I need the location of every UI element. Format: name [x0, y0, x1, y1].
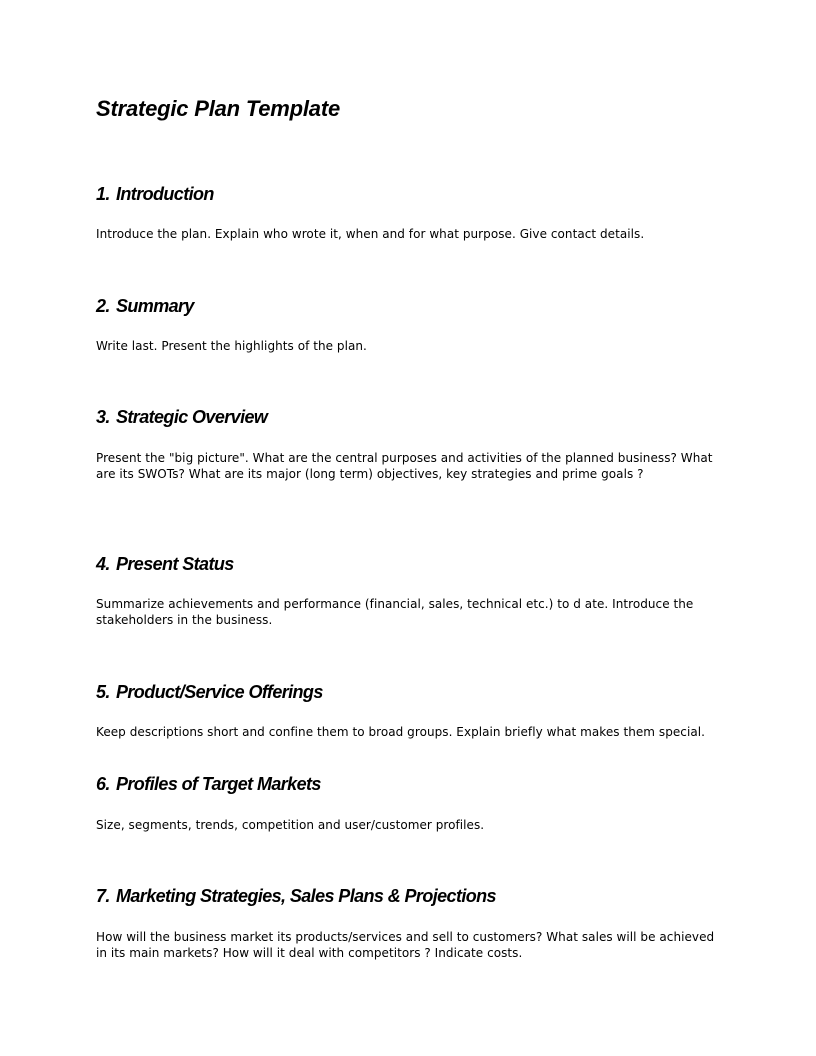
- section-heading-introduction: [96, 182, 214, 206]
- document-title: Strategic Plan Template: [96, 96, 340, 121]
- section-body-summary: Write last. Present the highlights of the plan.: [96, 339, 367, 353]
- section-heading-present-status: [96, 552, 234, 576]
- section-heading-strategic-overview: [96, 405, 267, 429]
- section-title: Introduction: [116, 184, 214, 204]
- section-heading-product-service-offerings: [96, 680, 323, 704]
- section-title: Summary: [116, 296, 194, 316]
- section-body-present-status: Summarize achievements and performance (financial, sales, technical etc.) to d ate. Introduce the stakeholders in the business.: [96, 597, 694, 627]
- section-number: 1.: [96, 184, 110, 204]
- section-body-target-markets: Size, segments, trends, competition and user/customer profiles.: [96, 818, 485, 832]
- section-body-marketing-strategies: How will the business market its products/services and sell to customers? What sales will be achieved in its main markets? How will it deal with competitors ? Indicate costs.: [96, 930, 715, 960]
- section-number: 5.: [96, 682, 110, 702]
- section-number: 2.: [96, 296, 110, 316]
- section-number: 3.: [96, 407, 110, 427]
- section-heading-summary: [96, 294, 194, 318]
- section-body-product-service-offerings: Keep descriptions short and confine them to broad groups. Explain briefly what makes them special.: [96, 725, 705, 739]
- section-title: Product/Service Offerings: [116, 682, 323, 702]
- section-number: 6.: [96, 774, 110, 794]
- section-body-strategic-overview: Present the "big picture". What are the central purposes and activities of the planned business? What are its SWOTs? What are its major (long term) objectives, key strategies and prime goals ?: [96, 451, 713, 481]
- section-heading-target-markets: [96, 772, 321, 796]
- section-heading-marketing-strategies: [96, 884, 496, 908]
- section-number: 4.: [96, 554, 110, 574]
- section-body-introduction: Introduce the plan. Explain who wrote it, when and for what purpose. Give contact details.: [96, 227, 645, 241]
- section-title: Present Status: [116, 554, 234, 574]
- section-title: Profiles of Target Markets: [116, 774, 321, 794]
- section-title: Marketing Strategies, Sales Plans & Projections: [116, 886, 496, 906]
- section-number: 7.: [96, 886, 110, 906]
- section-title: Strategic Overview: [116, 407, 268, 427]
